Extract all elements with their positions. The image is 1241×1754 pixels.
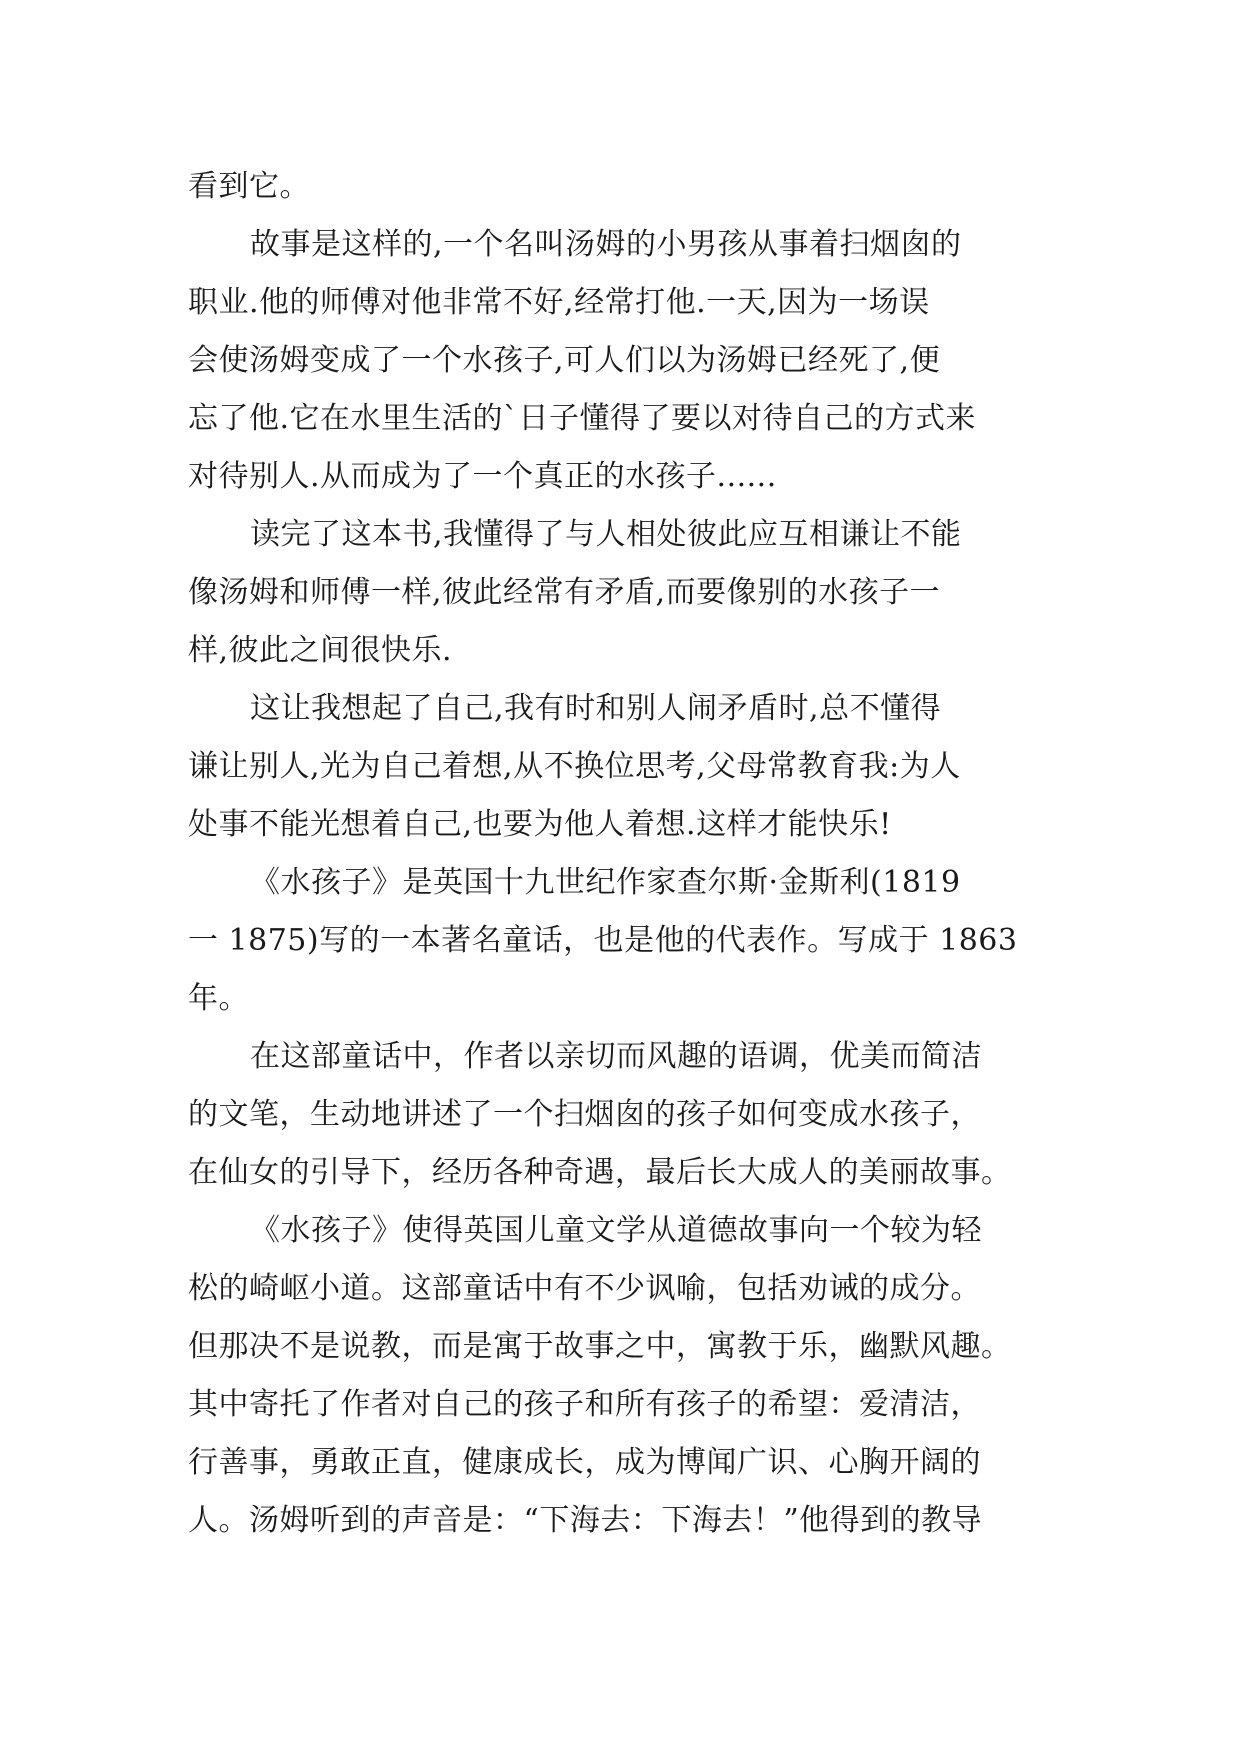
text-line: 谦让别人,光为自己着想,从不换位思考,父母常教育我:为人 [188,749,961,784]
text-line: 在这部童话中，作者以亲切而风趣的语调，优美而简洁 [250,1039,982,1074]
text-line: 《水孩子》使得英国儿童文学从道德故事向一个较为轻 [250,1213,982,1248]
text-line: 忘了他.它在水里生活的`日子懂得了要以对待自己的方式来 [188,401,977,436]
text-line: 故事是这样的,一个名叫汤姆的小男孩从事着扫烟囱的 [250,227,962,262]
text-line: 会使汤姆变成了一个水孩子,可人们以为汤姆已经死了,便 [188,343,941,378]
text-line: 职业.他的师傅对他非常不好,经常打他.一天,因为一场误 [188,285,930,320]
body-text [188,158,1058,1550]
text-line: 《水孩子》是英国十九世纪作家查尔斯·金斯利(1819 [250,865,961,900]
text-line: 一 1875)写的一本著名童话，也是他的代表作。写成于 1863 [188,923,1018,958]
text-line: 像汤姆和师傅一样,彼此经常有矛盾,而要像别的水孩子一 [188,575,941,610]
text-line: 年。 [188,981,249,1016]
text-line: 对待别人.从而成为了一个真正的水孩子...... [188,459,777,494]
text-line: 处事不能光想着自己,也要为他人着想.这样才能快乐! [188,807,892,842]
text-line: 行善事，勇敢正直，健康成长，成为博闻广识、心胸开阔的 [188,1445,981,1480]
text-line: 这让我想起了自己,我有时和别人闹矛盾时,总不懂得 [250,691,942,726]
text-line: 的文笔，生动地讲述了一个扫烟囱的孩子如何变成水孩子， [188,1097,981,1132]
text-line: 在仙女的引导下，经历各种奇遇，最后长大成人的美丽故事。 [188,1155,1012,1190]
text-line: 读完了这本书,我懂得了与人相处彼此应互相谦让不能 [250,517,962,552]
text-line: 样,彼此之间很快乐. [188,633,453,668]
text-line: 看到它。 [188,169,310,204]
text-line: 其中寄托了作者对自己的孩子和所有孩子的希望：爱清洁， [188,1387,981,1422]
text-line: 松的崎岖小道。这部童话中有不少讽喻，包括劝诫的成分。 [188,1271,981,1306]
text-line: 但那决不是说教，而是寓于故事之中，寓教于乐，幽默风趣。 [188,1329,1012,1364]
text-line: 人。汤姆听到的声音是：“下海去：下海去！”他得到的教导 [188,1503,983,1538]
